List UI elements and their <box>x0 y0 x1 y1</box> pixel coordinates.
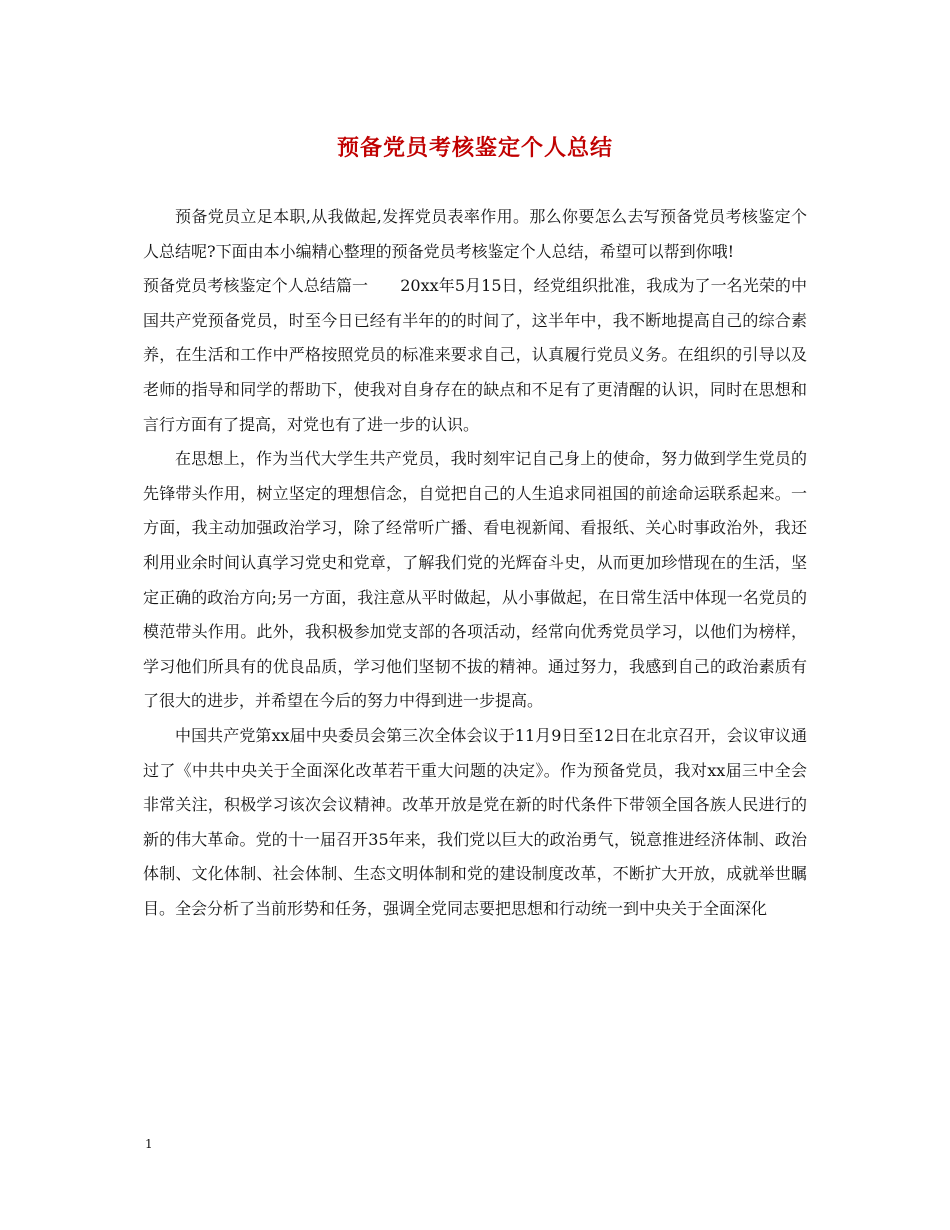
plenum-paragraph: 中国共产党第xx届中央委员会第三次全体会议于11月9日至12日在北京召开，会议审议通过了《中共中央关于全面深化改革若干重大问题的决定》。作为预备党员，我对xx届三中全会非常关注，积极学习该次会议精神。改革开放是党在新的时代条件下带领全国各族人民进行的新的伟大革命。党的十一届召开35年来，我们党以巨大的政治勇气，锐意推进经济体制、政治体制、文化体制、社会体制、生态文明体制和党的建设制度改革，不断扩大开放，成就举世瞩目。全会分析了当前形势和任务，强调全党同志要把思想和行动统一到中央关于全面深化 <box>143 725 807 918</box>
document-title: 预备党员考核鉴定个人总结 <box>336 135 613 161</box>
page-number: 1 <box>145 1137 153 1151</box>
document-body <box>143 200 807 926</box>
thought-paragraph: 在思想上，作为当代大学生共产党员，我时刻牢记自己身上的使命，努力做到学生党员的先锋带头作用，树立坚定的理想信念，自觉把自己的人生追求同祖国的前途命运联系起来。一方面，我主动加强政治学习，除了经常听广播、看电视新闻、看报纸、关心时事政治外，我还利用业余时间认真学习党史和党章，了解我们党的光辉奋斗史，从而更加珍惜现在的生活，坚定正确的政治方向;另一方面，我注意从平时做起，从小事做起，在日常生活中体现一名党员的模范带头作用。此外，我积极参加党支部的各项活动，经常向优秀党员学习，以他们为榜样，学习他们所具有的优良品质，学习他们坚韧不拔的精神。通过努力，我感到自己的政治素质有了很大的进步，并希望在今后的努力中得到进一步提高。 <box>143 449 807 711</box>
section-one-paragraph: 预备党员考核鉴定个人总结篇一 20xx年5月15日，经党组织批准，我成为了一名光荣的中国共产党预备党员，时至今日已经有半年的的时间了，这半年中，我不断地提高自己的综合素养，在生活和工作中严格按照党员的标准来要求自己，认真履行党员义务。在组织的引导以及老师的指导和同学的帮助下，使我对自身存在的缺点和不足有了更清醒的认识，同时在思想和言行方面有了提高，对党也有了进一步的认识。 <box>143 276 807 434</box>
intro-paragraph: 预备党员立足本职,从我做起,发挥党员表率作用。那么你要怎么去写预备党员考核鉴定个人总结呢?下面由本小编精心整理的预备党员考核鉴定个人总结，希望可以帮到你哦! <box>143 207 807 261</box>
